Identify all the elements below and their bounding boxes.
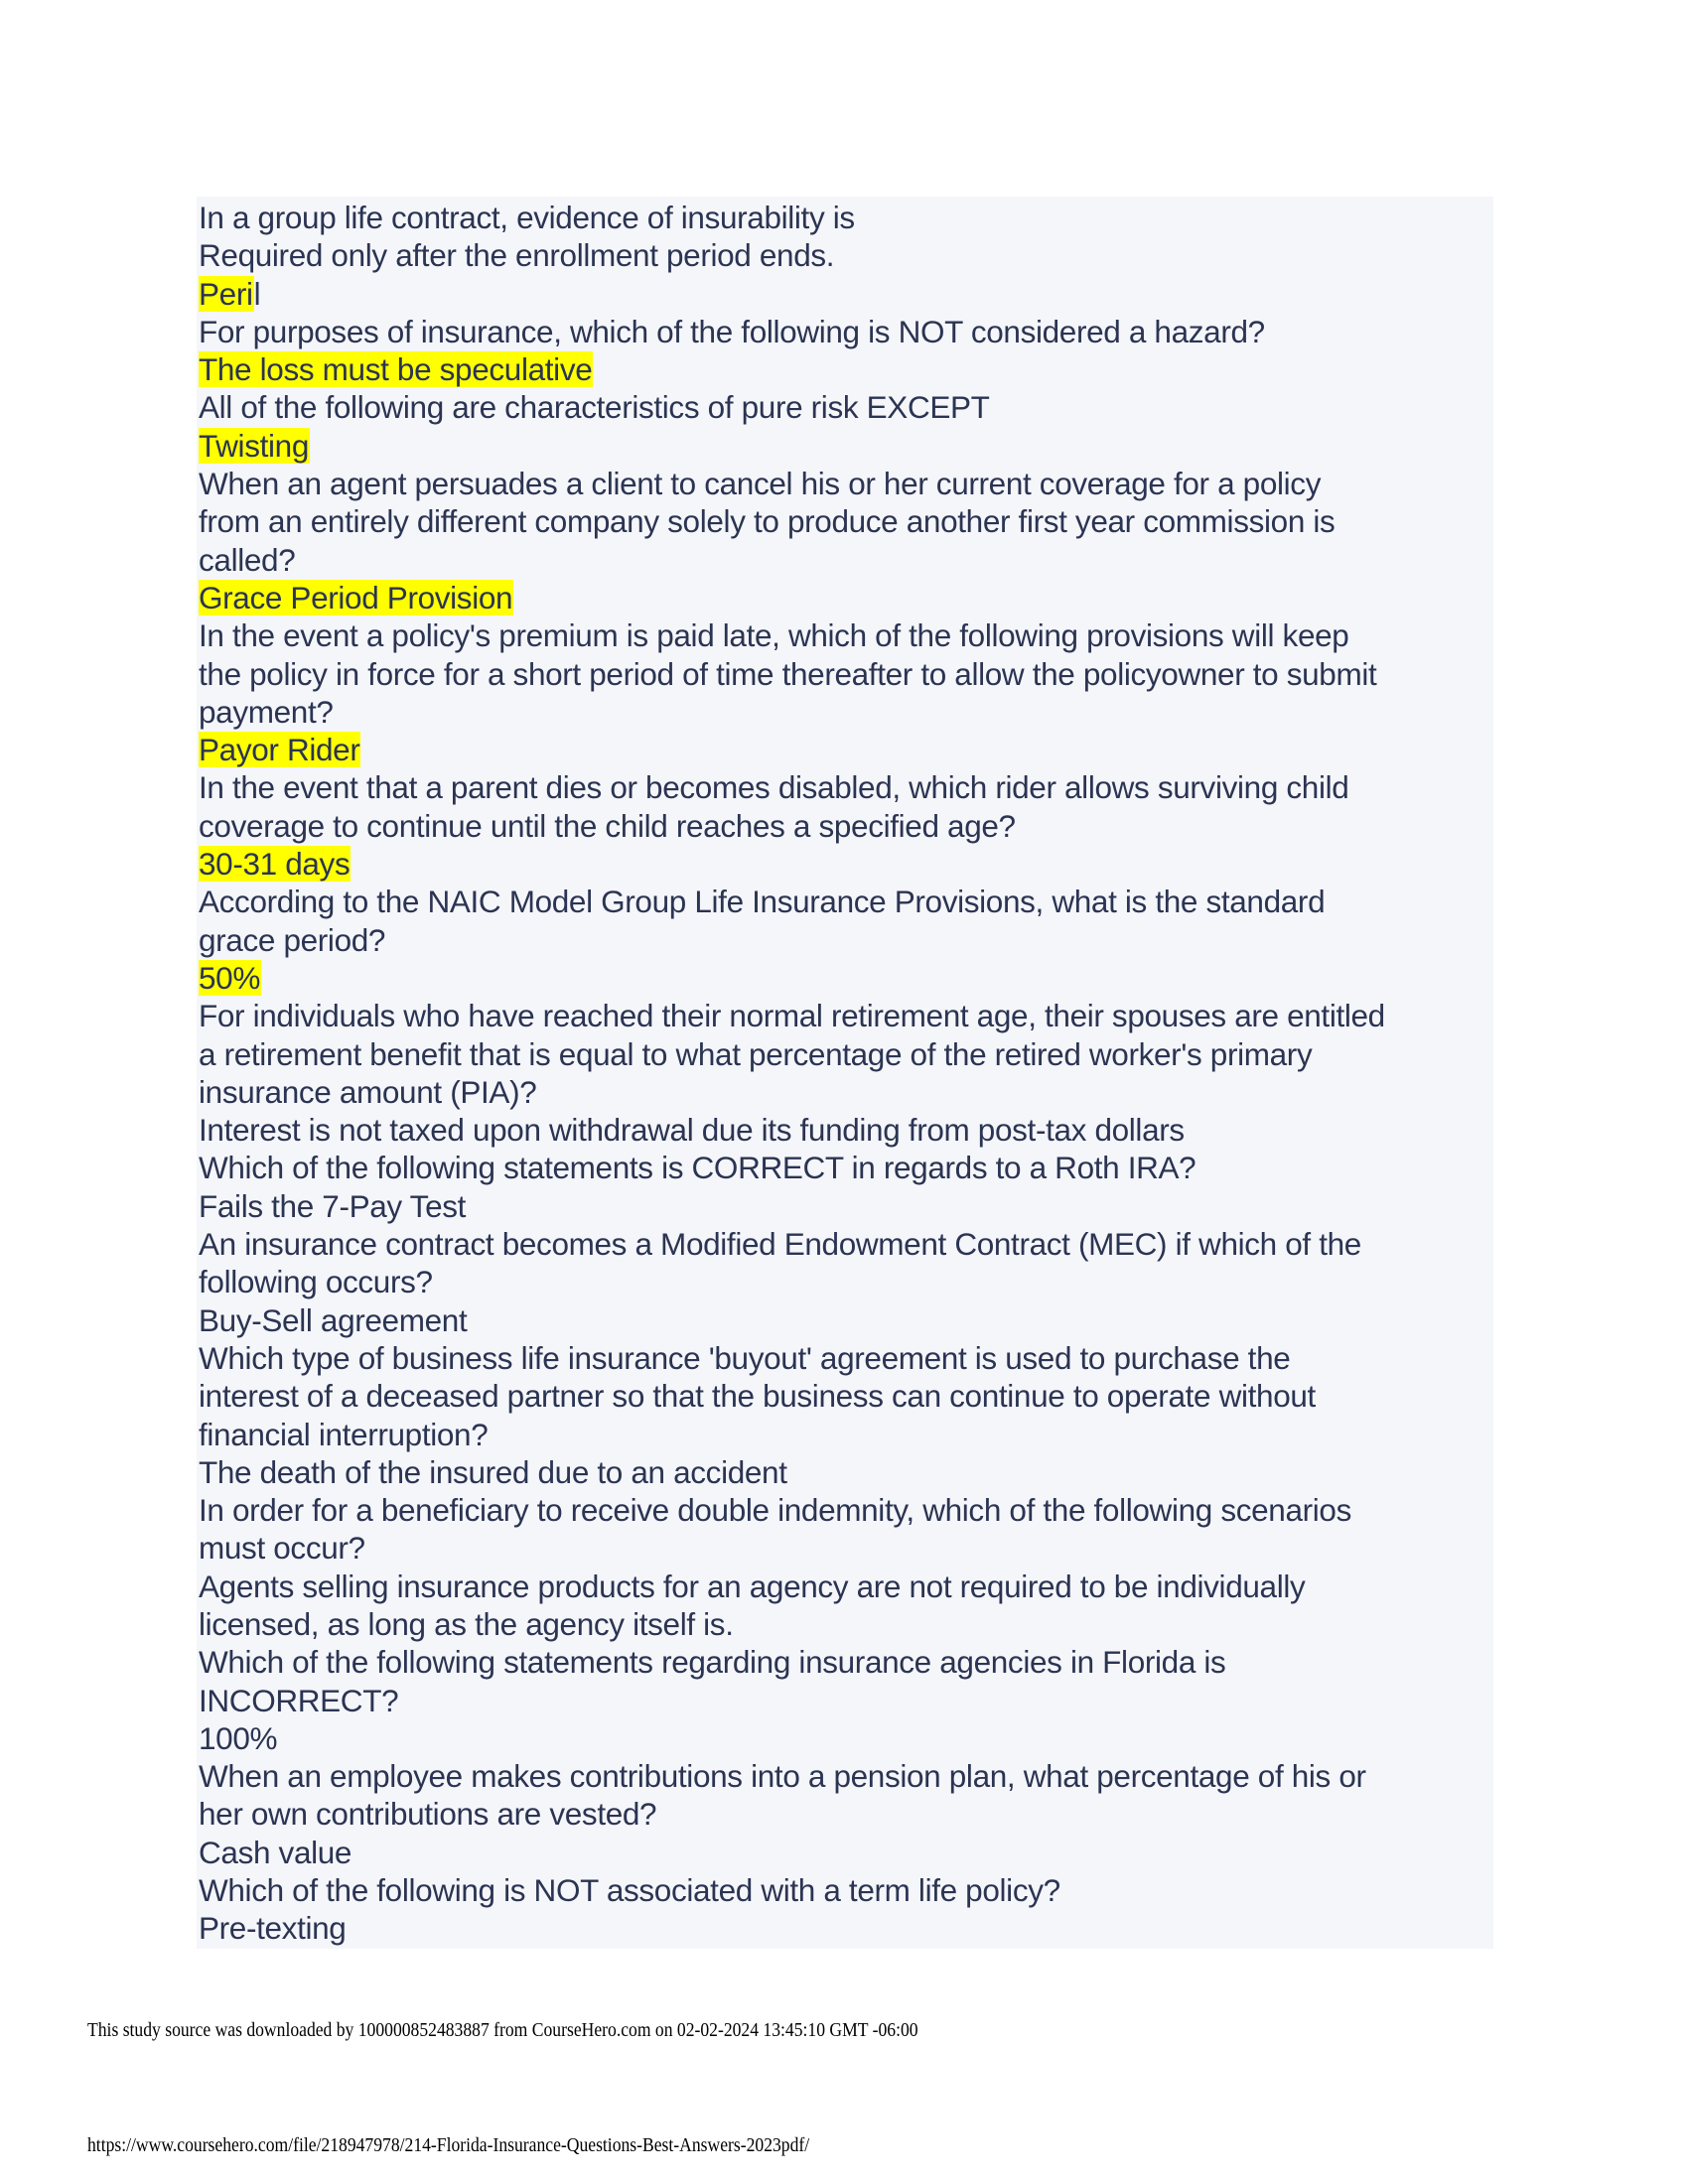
line-text: following occurs? [199, 1264, 433, 1300]
text-line [199, 502, 1489, 540]
text-line [199, 1605, 1489, 1643]
highlight-mark: Twisting [199, 427, 309, 464]
highlighted-answer-line [199, 427, 1489, 465]
line-text: Which type of business life insurance 'buyout' agreement is used to purchase the [199, 1339, 1291, 1376]
line-text: The death of the insured due to an accident [199, 1453, 787, 1490]
line-text: a retirement benefit that is equal to what percentage of the retired worker's primary [199, 1035, 1313, 1072]
text-line [199, 1795, 1489, 1833]
line-text: Required only after the enrollment period ends. [199, 237, 835, 274]
text-line [199, 1682, 1489, 1719]
highlight-mark: Grace Period Provision [199, 579, 513, 615]
highlighted-answer-line [199, 579, 1489, 616]
line-text: In a group life contract, evidence of insurability is [199, 200, 855, 235]
line-text: l [253, 275, 261, 312]
text-line [199, 1073, 1489, 1111]
text-line [199, 883, 1489, 920]
line-text: must occur? [199, 1530, 365, 1567]
line-text: When an agent persuades a client to cancel his or her current coverage for a policy [199, 466, 1322, 502]
line-text: Which of the following statements is CORRECT in regards to a Roth IRA? [199, 1150, 1196, 1186]
text-line [199, 1529, 1489, 1567]
download-notice: This study source was downloaded by 100000852483887 from CourseHero.com on 02-02-2024 13:45:10 GMT -06:00 [87, 2019, 918, 2041]
line-text: INCORRECT? [199, 1682, 399, 1718]
qa-text-block [199, 199, 1489, 1948]
text-line [199, 1377, 1489, 1415]
text-line [199, 1416, 1489, 1453]
text-line [199, 1225, 1489, 1263]
highlighted-answer-line [199, 845, 1489, 883]
line-text: All of the following are characteristics of pure risk EXCEPT [199, 389, 990, 426]
line-text: An insurance contract becomes a Modified Endowment Contract (MEC) if which of the [199, 1226, 1361, 1263]
line-text: In the event that a parent dies or becomes disabled, which rider allows surviving child [199, 769, 1349, 806]
line-text: called? [199, 541, 296, 578]
text-line [199, 616, 1489, 654]
text-line [199, 236, 1489, 274]
highlighted-answer-line [199, 959, 1489, 997]
highlighted-answer-line [199, 275, 1489, 313]
line-text: Agents selling insurance products for an agency are not required to be individually [199, 1568, 1306, 1604]
highlight-mark: The loss must be speculative [199, 351, 593, 388]
text-line [199, 1263, 1489, 1300]
text-line [199, 1301, 1489, 1339]
text-line [199, 1568, 1489, 1605]
line-text: Pre-texting [199, 1910, 347, 1947]
highlight-mark: 30-31 days [199, 846, 351, 883]
line-text: 100% [199, 1719, 278, 1756]
text-line [199, 1111, 1489, 1149]
source-url: https://www.coursehero.com/file/218947978/214-Florida-Insurance-Questions-Best-Answers-2023pdf/ [87, 2134, 810, 2156]
line-text: According to the NAIC Model Group Life Insurance Provisions, what is the standard [199, 884, 1326, 920]
line-text: In order for a beneficiary to receive double indemnity, which of the following scenarios [199, 1492, 1352, 1529]
highlight-mark: Payor Rider [199, 732, 360, 768]
document-content-panel [197, 197, 1493, 1949]
line-text: coverage to continue until the child reaches a specified age? [199, 807, 1016, 844]
line-text: For purposes of insurance, which of the following is NOT considered a hazard? [199, 313, 1265, 349]
text-line [199, 541, 1489, 579]
line-text: grace period? [199, 921, 386, 958]
text-line [199, 1035, 1489, 1073]
text-line [199, 199, 1489, 236]
text-line [199, 1871, 1489, 1909]
highlight-mark: Peri [199, 275, 253, 312]
line-text: Buy-Sell agreement [199, 1301, 468, 1338]
text-line [199, 997, 1489, 1034]
text-line [199, 1339, 1489, 1377]
line-text: insurance amount (PIA)? [199, 1073, 537, 1110]
text-line [199, 313, 1489, 350]
text-line [199, 655, 1489, 693]
line-text: In the event a policy's premium is paid late, which of the following provisions will keep [199, 617, 1349, 654]
line-text: Which of the following statements regarding insurance agencies in Florida is [199, 1644, 1226, 1681]
highlighted-answer-line [199, 350, 1489, 388]
text-line [199, 768, 1489, 806]
line-text: Interest is not taxed upon withdrawal due its funding from post-tax dollars [199, 1112, 1185, 1149]
line-text: licensed, as long as the agency itself is. [199, 1605, 734, 1642]
text-line [199, 1643, 1489, 1681]
text-line [199, 388, 1489, 426]
text-line [199, 1491, 1489, 1529]
text-line [199, 1909, 1489, 1947]
text-line [199, 807, 1489, 845]
line-text: the policy in force for a short period of time thereafter to allow the policyowner to submit [199, 655, 1377, 692]
line-text: from an entirely different company solely to produce another first year commission is [199, 503, 1336, 540]
text-line [199, 465, 1489, 502]
text-line [199, 693, 1489, 731]
highlighted-answer-line [199, 731, 1489, 768]
line-text: payment? [199, 693, 334, 730]
line-text: her own contributions are vested? [199, 1796, 657, 1833]
text-line [199, 1453, 1489, 1491]
line-text: financial interruption? [199, 1416, 489, 1452]
text-line [199, 1719, 1489, 1757]
line-text: For individuals who have reached their normal retirement age, their spouses are entitled [199, 998, 1385, 1034]
line-text: Which of the following is NOT associated with a term life policy? [199, 1872, 1060, 1909]
line-text: Fails the 7-Pay Test [199, 1187, 467, 1224]
highlight-mark: 50% [199, 959, 260, 996]
line-text: Cash value [199, 1834, 352, 1870]
line-text: When an employee makes contributions into a pension plan, what percentage of his or [199, 1758, 1366, 1795]
text-line [199, 921, 1489, 959]
text-line [199, 1834, 1489, 1871]
text-line [199, 1149, 1489, 1186]
text-line [199, 1757, 1489, 1795]
text-line [199, 1187, 1489, 1225]
line-text: interest of a deceased partner so that the business can continue to operate without [199, 1378, 1316, 1415]
